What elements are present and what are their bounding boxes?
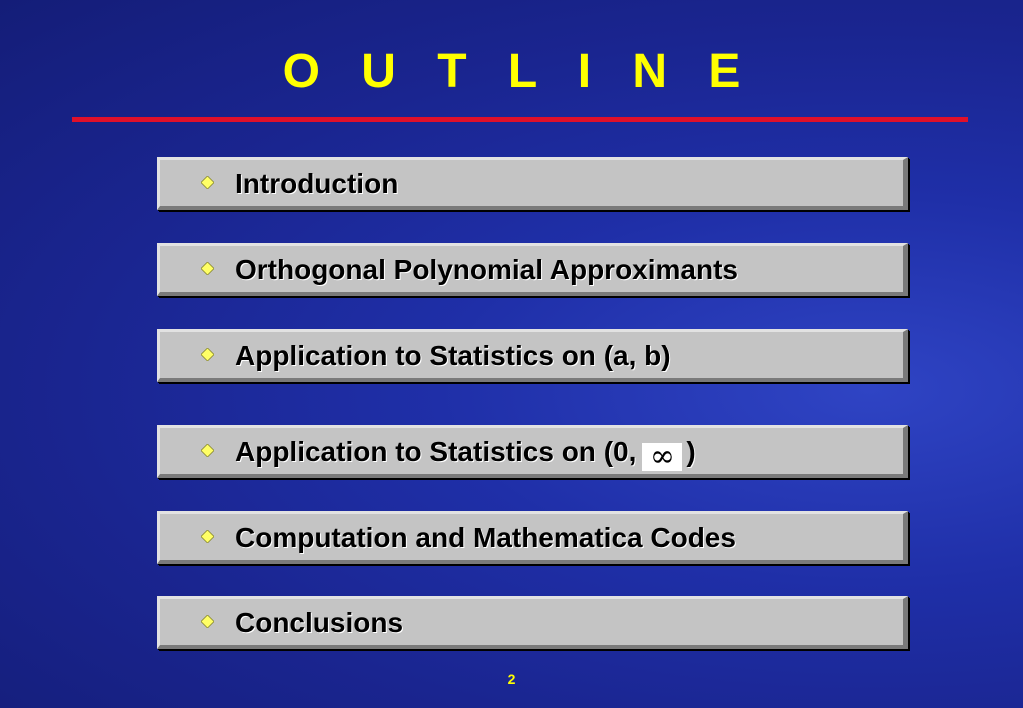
diamond-icon xyxy=(201,530,214,543)
diamond-icon xyxy=(201,176,214,189)
outline-item-orthogonal-polynomial xyxy=(157,243,908,296)
outline-item-label: Application to Statistics on (a, b) xyxy=(235,340,671,371)
outline-item-introduction xyxy=(157,157,908,210)
outline-item-label xyxy=(235,436,696,474)
outline-item-label-start: Application to Statistics on (0, xyxy=(235,436,637,467)
page-number: 2 xyxy=(507,671,516,687)
title-divider xyxy=(72,117,968,122)
diamond-icon xyxy=(201,348,214,361)
outline-item-statistics-zero-infinity xyxy=(157,425,908,478)
outline-item-statistics-ab xyxy=(157,329,908,382)
slide-title: O U T L I N E xyxy=(282,45,755,98)
infinity-symbol: ∞ xyxy=(642,443,682,471)
diamond-icon xyxy=(201,444,214,457)
outline-item-label: Computation and Mathematica Codes xyxy=(235,522,736,553)
outline-item-conclusions xyxy=(157,596,908,649)
outline-item-label: Orthogonal Polynomial Approximants xyxy=(235,254,739,285)
diamond-icon xyxy=(201,262,214,275)
outline-item-label: Conclusions xyxy=(235,607,404,638)
outline-item-label-end: ) xyxy=(686,436,696,467)
outline-item-label: Introduction xyxy=(235,168,399,199)
diamond-icon xyxy=(201,615,214,628)
outline-item-computation-codes xyxy=(157,511,908,564)
